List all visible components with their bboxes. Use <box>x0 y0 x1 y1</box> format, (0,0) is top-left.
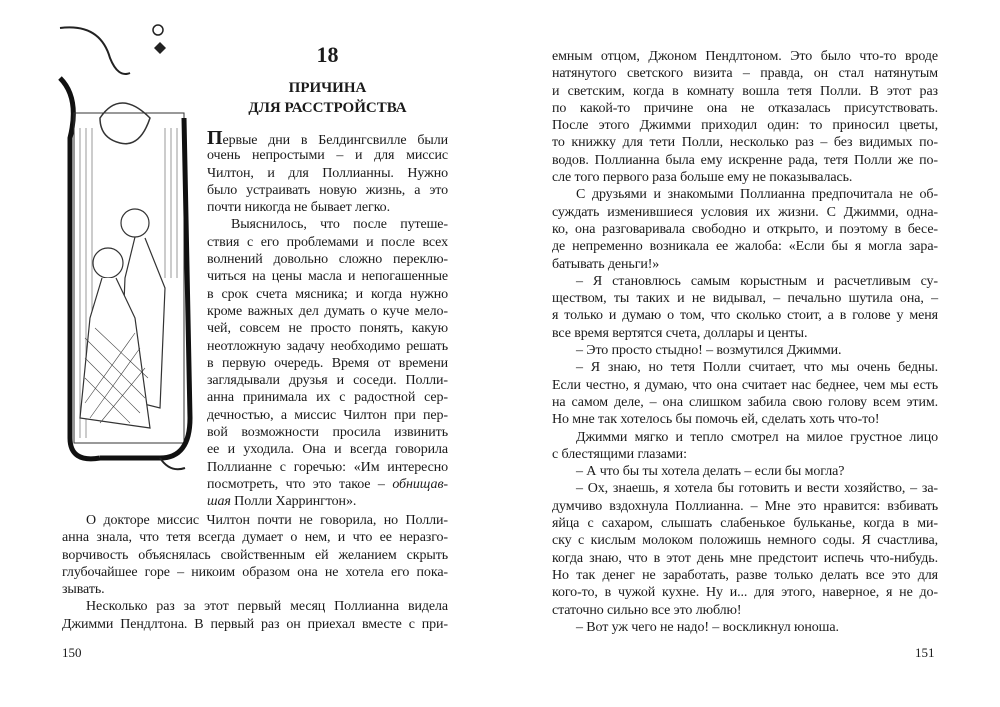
line-text: – Это просто стыдно! – возмутился Джимми. <box>576 343 842 359</box>
text-line <box>552 602 938 619</box>
line-text: неотложную задачу необходимо решать <box>207 338 448 354</box>
text-line <box>62 581 448 598</box>
text-line <box>552 186 938 203</box>
line-text: и светским, когда в комнату вошла тетя Полли. В этот раз <box>552 83 938 99</box>
text-line <box>62 529 448 546</box>
text-line <box>207 182 448 199</box>
text-line <box>552 446 938 463</box>
line-text: ществом, ты таких и не видывал, – печально шутила она, – <box>552 291 938 307</box>
text-line <box>552 204 938 221</box>
line-text: Поллианне с горечью: «Им интересно <box>207 459 448 475</box>
text-line <box>552 550 938 567</box>
text-line <box>207 320 448 337</box>
text-line <box>62 547 448 564</box>
italic-text: шая <box>207 494 231 510</box>
text-line <box>207 268 448 285</box>
line-text: то книжку для тети Полли, несколько раз – без видимых по- <box>552 135 938 151</box>
text-line <box>552 169 938 186</box>
text-line <box>552 342 938 359</box>
line-text: ску с кислым молоком положишь немного соды. Я счастлива, <box>552 533 938 549</box>
text-line <box>207 355 448 372</box>
page-number: 151 <box>915 645 935 660</box>
line-text: ее и уходила. Она и всегда говорила <box>207 442 448 458</box>
line-text: Если честно, я думаю, что она считает нас беднее, чем мы есть <box>552 377 938 393</box>
chapter-title <box>207 78 448 118</box>
text-line <box>552 359 938 376</box>
text-line <box>207 147 448 164</box>
text-line <box>552 567 938 584</box>
text-line <box>552 394 938 411</box>
line-text: кого-то, в чужой кухне. Ну и... для этого, наверное, я не до- <box>552 585 938 601</box>
line-text: по какой-то причине она не отказалась присутствовать. <box>552 100 938 116</box>
chapter-illustration <box>40 18 200 478</box>
text-line <box>552 411 938 428</box>
line-text: сле того первого раза больше ему не показывалась. <box>552 170 853 186</box>
line-text: – Ох, знаешь, я хотела бы готовить и вести хозяйство, – за- <box>576 481 938 497</box>
line-text: анна знала, что тетя всегда думает о нем, и что ее неразго- <box>62 530 448 546</box>
line-text: Чилтон, и для Поллианны. Нужно <box>207 165 448 181</box>
line-text: почти никогда не бывает легко. <box>207 200 390 216</box>
text-line <box>552 515 938 532</box>
text-line <box>552 83 938 100</box>
line-text: Несколько раз за этот первый месяц Поллианна видела <box>86 599 448 615</box>
chapter-title-line: ДЛЯ РАССТРОЙСТВА <box>248 100 407 116</box>
text-line <box>207 216 448 233</box>
line-text: Джимми Пендлтона. В первый раз он приехал вместе с при- <box>62 616 448 632</box>
text-line <box>207 389 448 406</box>
text-line <box>552 100 938 117</box>
line-text: статочно сильно все это люблю! <box>552 602 742 618</box>
text-line <box>552 377 938 394</box>
line-text: – Я знаю, но тетя Полли считает, что мы очень бедны. <box>576 360 938 376</box>
line-text: на самом деле, – она слишком забила свою голову всем этим. <box>552 394 938 410</box>
text-line <box>552 619 938 636</box>
line-text: Джимми мягко и тепло смотрел на милое грустное лицо <box>576 429 938 445</box>
text-line <box>207 286 448 303</box>
text-line <box>62 598 448 615</box>
text-line <box>552 480 938 497</box>
line-text: анна принимала их с радостной сер- <box>207 390 448 406</box>
text-line <box>552 290 938 307</box>
line-text: емным отцом, Джоном Пендлтоном. Это было что-то вроде <box>552 49 938 64</box>
line-text: О докторе миссис Чилтон почти не говорила, но Полли- <box>86 513 448 528</box>
line-text: – Вот уж чего не надо! – воскликнул юноша. <box>576 619 839 635</box>
line-text: в срок счета мясника; и когда нужно <box>207 286 448 302</box>
line-text: зывать. <box>62 582 105 598</box>
line-text: читься на цены масла и непогашенные <box>207 269 448 285</box>
line-text: суждать изменившиеся условия их жизни. С Джимми, одна- <box>552 204 938 220</box>
text-line <box>552 256 938 273</box>
line-text: яйца с сахаром, слышать слабенькое бульканье, когда в ми- <box>552 516 938 532</box>
line-text: ко, она разговаривала свободно и открыто, и поэтому в бесе- <box>552 221 938 237</box>
line-text: посмотреть, что это такое – <box>207 476 393 492</box>
text-line <box>207 338 448 355</box>
chapter-number: 18 <box>316 42 339 67</box>
text-line <box>552 117 938 134</box>
text-line <box>552 221 938 238</box>
text-line <box>207 407 448 424</box>
line-text: когда знаю, что в этот день мне предстоит испечь что-нибудь. <box>552 550 938 566</box>
text-line <box>207 199 448 216</box>
line-text: волнений довольно сложно переклю- <box>207 252 448 268</box>
line-text: глубочайшее горе – никоим образом она не хотела его пока- <box>62 564 448 580</box>
line-text: С друзьями и знакомыми Поллианна предпочитала не об- <box>576 187 938 203</box>
text-line <box>552 307 938 324</box>
text-line <box>62 564 448 581</box>
text-line <box>552 152 938 169</box>
line-text: де непременно возникала ее жалоба: «Если бы я могла зара- <box>552 239 938 255</box>
line-text: Полли Харрингтон». <box>230 494 357 510</box>
line-text: батывать деньги!» <box>552 256 660 272</box>
text-line <box>552 463 938 480</box>
line-text: кроме важных дел думать о куче мело- <box>207 303 448 319</box>
text-line <box>552 48 938 65</box>
drop-cap: П <box>207 127 223 149</box>
text-line <box>207 251 448 268</box>
line-text: дечностью, а миссис Чилтон при пер- <box>207 407 448 423</box>
line-text: в первую очередь. Время от времени <box>207 355 448 371</box>
line-text: думчиво вздохнула Поллианна. – Мне это нравится: взбивать <box>552 498 938 514</box>
text-line <box>552 584 938 601</box>
line-text: Но так денег не заработать, разве только делать все это для <box>552 567 938 583</box>
text-line <box>207 459 448 476</box>
line-text: – Я становлюсь самым корыстным и расчетливым су- <box>576 273 938 289</box>
text-line <box>207 234 448 251</box>
line-text: Выяснилось, что после путеше- <box>231 217 448 233</box>
text-line <box>552 134 938 151</box>
line-text: натянутого светского визита – правда, он стал натянутым <box>552 66 938 82</box>
text-line <box>62 616 448 633</box>
line-text: я только и думаю о том, что сколько стоит, а в голове у меня <box>552 308 938 324</box>
text-line <box>207 476 448 493</box>
page-number: 150 <box>62 645 82 660</box>
line-text: ворчивость объяснялась свойственным ей желанием скрыть <box>62 547 448 563</box>
line-text: После этого Джимми приходил один: то приносил цветы, <box>552 118 938 134</box>
text-line <box>552 273 938 290</box>
text-line <box>207 424 448 441</box>
text-line <box>552 238 938 255</box>
line-text: ервые дни в Белдингсвилле были <box>222 133 448 148</box>
line-text: – А что бы ты хотела делать – если бы могла? <box>576 464 845 480</box>
text-line <box>207 441 448 458</box>
text-line <box>552 532 938 549</box>
line-text: чей, совсем не просто понять, какую <box>207 321 448 337</box>
line-text: заглядывали друзья и соседи. Полли- <box>207 373 448 389</box>
text-line <box>207 165 448 182</box>
text-line <box>552 65 938 82</box>
text-line <box>207 372 448 389</box>
line-text: водов. Поллианна была ему искренне рада, тетя Полли же по- <box>552 152 938 168</box>
text-line <box>552 325 938 342</box>
chapter-body-narrow <box>207 127 448 511</box>
text-line <box>207 303 448 320</box>
italic-text: обнищав- <box>392 476 448 492</box>
text-line <box>552 429 938 446</box>
line-text: с блестящими глазами: <box>552 446 687 462</box>
text-line <box>207 493 448 510</box>
text-line <box>62 512 448 529</box>
line-text: вой возможности просила извинить <box>207 425 448 441</box>
line-text: Но мне так хотелось бы помочь ей, сделать хоть что-то! <box>552 412 880 428</box>
text-line <box>207 127 448 149</box>
text-line <box>552 498 938 515</box>
line-text: ствия с его проблемами и после всех <box>207 234 448 250</box>
line-text: очень непростыми – и для миссис <box>207 148 448 164</box>
line-text: все время вертятся счета, доллары и центы. <box>552 325 808 341</box>
chapter-title-line: ПРИЧИНА <box>288 80 367 96</box>
right-page-body <box>552 48 938 636</box>
line-text: было устраивать новую жизнь, а это <box>207 182 448 198</box>
chapter-body-wide <box>62 512 448 633</box>
